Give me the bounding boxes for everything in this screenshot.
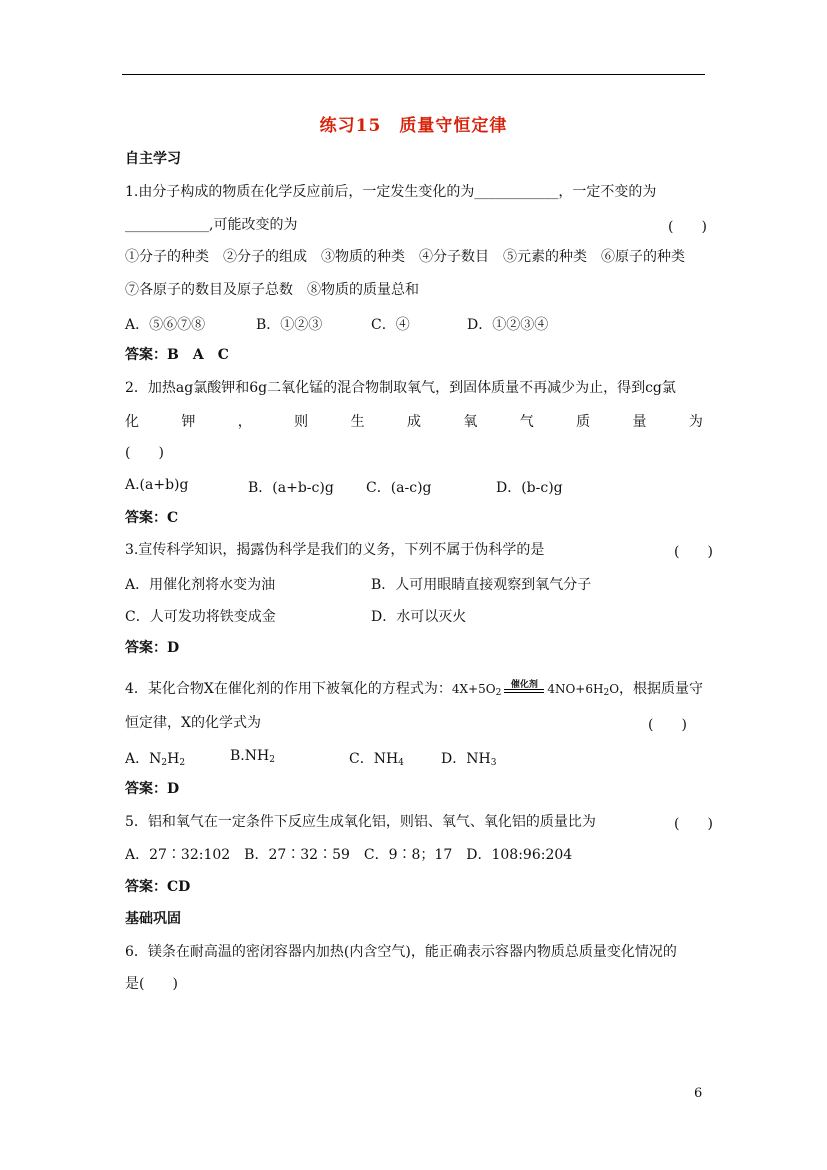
q3-option-b: B．人可用眼睛直接观察到氧气分子 (371, 577, 592, 593)
q4-eq-right-text: 4NO+6H (547, 682, 604, 696)
q2-line1: 2．加热ag氯酸钾和6g二氧化锰的混合物制取氧气，到固体质量不再减少为止，得到cg氯 (125, 380, 676, 396)
q2-char: 则 (294, 414, 309, 430)
q1-items2: ⑦各原子的数目及原子总数 ⑧物质的质量总和 (125, 282, 419, 298)
q4-answer-paren: ( ) (648, 717, 687, 733)
q6-line1: 6．镁条在耐高温的密闭容器内加热(内含空气)，能正确表示容器内物质总质量变化情况的 (125, 944, 677, 960)
page-title: 练习15 质量守恒定律 (319, 116, 508, 136)
q2-line2-justified (125, 411, 703, 431)
q1-option-d: D．①②③④ (467, 317, 549, 333)
q4-option-b-text: B.NH (230, 748, 270, 764)
q6-line2: 是( ) (125, 976, 178, 992)
q2-char: 成 (406, 414, 421, 430)
q4-eq-right-sub: 2 (603, 688, 610, 698)
header-rule (122, 74, 705, 75)
section-basic: 基础巩固 (125, 911, 181, 927)
q4-option-c-sub: 4 (398, 758, 404, 768)
q2-char: 为 (688, 414, 703, 430)
q4-eq-right-end: O (609, 682, 620, 696)
q2-option-a: A.(a+b)g (125, 477, 189, 493)
q3-answer-paren: ( ) (674, 544, 713, 560)
q3-option-c: C．人可发功将铁变成金 (125, 609, 276, 625)
q2-option-b: B．(a+b-c)g (248, 480, 334, 496)
q5-answer: 答案：CD (125, 879, 191, 895)
q4-eq-left-sub: 2 (495, 688, 502, 698)
q2-char: 量 (632, 414, 647, 430)
q4-line2: 恒定律，X的化学式为 (125, 715, 261, 731)
q2-answer: 答案：C (125, 510, 179, 526)
q4-option-b (230, 748, 275, 764)
q2-option-d: D．(b-c)g (496, 480, 563, 496)
q4-option-a-sub2: 2 (179, 758, 186, 768)
q3-line1: 3.宣传科学知识，揭露伪科学是我们的义务，下列不属于伪科学的是 (125, 542, 545, 558)
q4-option-c-text: C．NH (349, 751, 399, 767)
q1-option-c: C．④ (371, 317, 410, 333)
q4-option-a (125, 748, 185, 768)
q5-answer-paren: ( ) (674, 816, 713, 832)
catalyst-arrow (501, 682, 547, 696)
q5-line1: 5．铝和氧气在一定条件下反应生成氧化铝，则铝、氧气、氧化铝的质量比为 (125, 814, 596, 830)
q2-answer-paren: ( ) (125, 445, 164, 461)
q1-line2: ____________,可能改变的为 (125, 217, 298, 233)
q4-eq-left (452, 682, 501, 696)
q2-char: 气 (519, 414, 534, 430)
q4-option-b-sub: 2 (269, 755, 275, 765)
q4-stem-end: ，根据质量守 (619, 681, 704, 697)
q4-line1 (125, 680, 703, 698)
q3-answer: 答案：D (125, 640, 180, 656)
q5-options: A．27∶32:102 B．27∶32∶59 C．9∶8；17 D．108:96:204 (125, 847, 573, 863)
q2-char: 化 (125, 414, 139, 430)
q4-stem: 4．某化合物X在催化剂的作用下被氧化的方程式为： (125, 681, 452, 697)
q4-option-d-text: D．NH (441, 751, 491, 767)
q4-eq-right (547, 682, 619, 696)
q2-char: 质 (576, 414, 591, 430)
catalyst-label: 催化剂 (510, 680, 538, 690)
q2-char: ， (237, 414, 252, 430)
page-number: 6 (694, 1086, 703, 1101)
q4-option-a-sub1: 2 (161, 758, 168, 768)
q1-option-b: B．①②③ (256, 317, 323, 333)
q2-char: 生 (350, 414, 365, 430)
q1-answer-paren: ( ) (668, 219, 707, 235)
q4-option-d-sub: 3 (490, 758, 497, 768)
q1-items1: ①分子的种类 ②分子的组成 ③物质的种类 ④分子数目 ⑤元素的种类 ⑥原子的种类 (125, 249, 685, 265)
q3-option-a: A．用催化剂将水变为油 (125, 577, 276, 593)
q2-option-c: C．(a-c)g (366, 480, 432, 496)
q4-answer: 答案：D (125, 781, 180, 797)
q3-option-d: D．水可以灭火 (371, 609, 467, 625)
q1-line1: 1.由分子构成的物质在化学反应前后，一定发生变化的为____________，一定不变的为 (125, 184, 657, 200)
q2-char: 钾 (181, 414, 196, 430)
q1-answer: 答案：B A C (125, 347, 229, 363)
equals-bars (504, 689, 544, 693)
q4-option-a-text: A．N (125, 751, 162, 767)
q1-option-a: A．⑤⑥⑦⑧ (125, 317, 206, 333)
section-self-study: 自主学习 (125, 151, 181, 167)
q2-char: 氧 (463, 414, 478, 430)
q4-option-d (441, 748, 496, 768)
q4-option-c (349, 748, 404, 768)
q4-option-a-mid: H (167, 751, 180, 767)
q4-eq-left-text: 4X+5O (451, 682, 496, 696)
